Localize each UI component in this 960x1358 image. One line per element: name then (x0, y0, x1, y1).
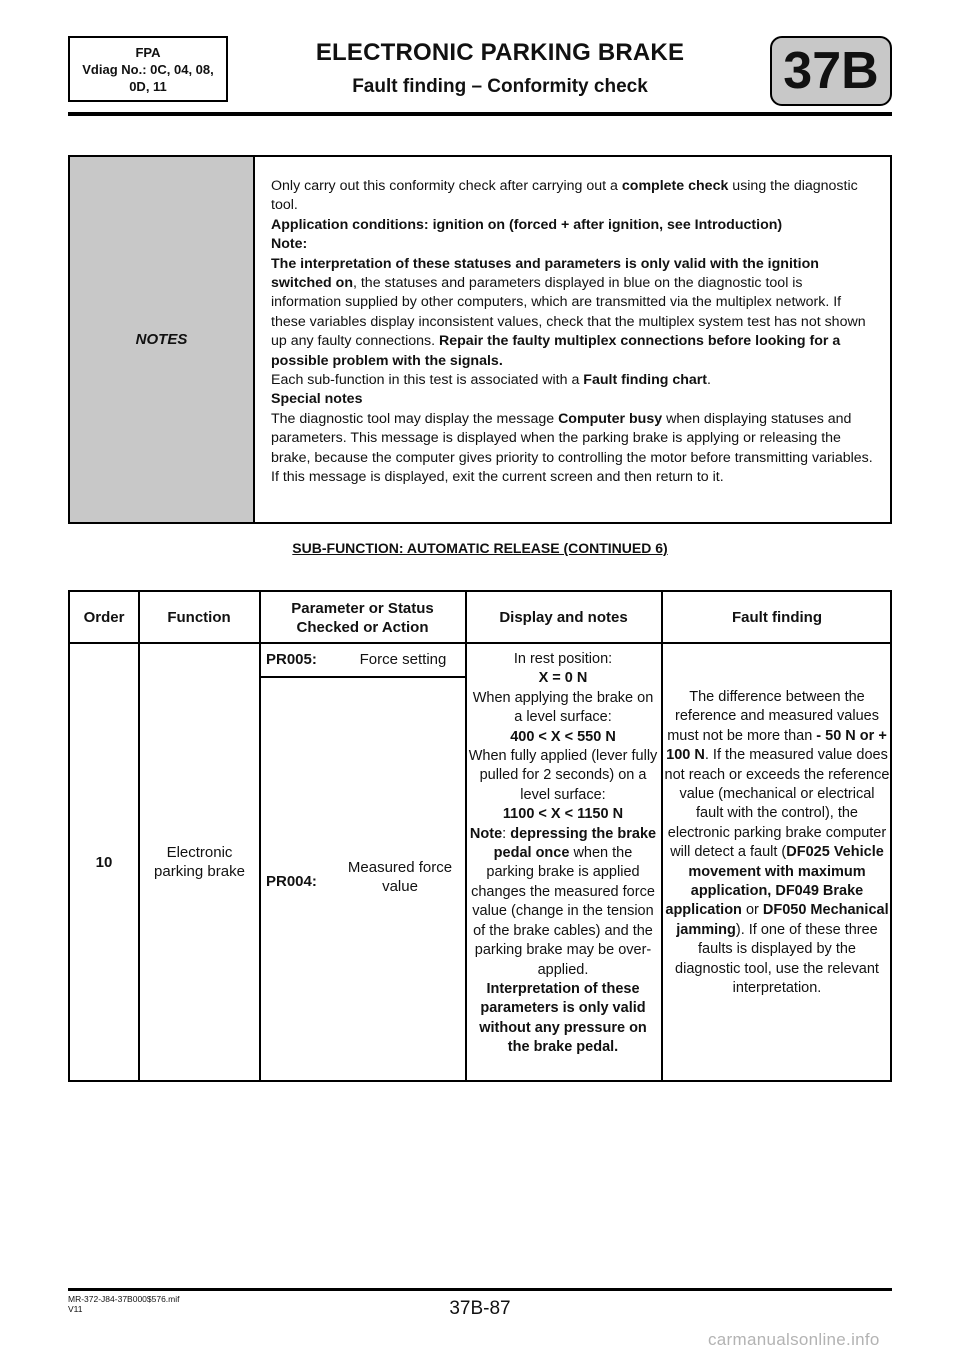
display-emphasis: depressing the brake pedal once (493, 825, 657, 862)
notes-emphasis: The interpretation of these statuses and parameters is only valid with the ignition switched on (271, 255, 819, 292)
header-display: Display and notes (499, 609, 628, 626)
section-code-badge: 37B (770, 36, 892, 106)
document-reference (68, 1294, 180, 1314)
notes-paragraph-7 (271, 410, 876, 488)
display-line: When applying the brake on a level surface: (472, 689, 654, 726)
pr004-code (266, 872, 317, 892)
header-parameter (260, 592, 465, 643)
row-order: 10 (95, 853, 113, 871)
row-function (139, 644, 260, 1080)
reference-file: MR-372-J84-37B000$576.mif (68, 1294, 180, 1304)
header-function: Function (167, 609, 231, 626)
notes-emphasis: complete check (621, 178, 729, 194)
notes-label: NOTES (70, 157, 255, 522)
section-heading: SUB-FUNCTION: AUTOMATIC RELEASE (CONTINUED 6) (292, 540, 668, 556)
page-title: ELECTRONIC PARKING BRAKE (315, 39, 685, 66)
vdiag-line-2: 0D, 11 (129, 78, 167, 94)
page-subtitle: Fault finding – Conformity check (352, 76, 648, 97)
notes-body (255, 157, 890, 522)
display-line: When fully applied (lever fully pulled for 2 seconds) on a level surface: (468, 748, 658, 803)
notes-text: when displaying statuses and parameters. This message is displayed when the parking brake is applying or releasing the brake, because the computer gives priority to controlling the motor before transmitting variables. If this message is displayed, exit the current screen and then return to it. (271, 410, 873, 486)
notes-emphasis: Computer busy (558, 410, 663, 427)
display-warning: Interpretation of these parameters is only valid without any pressure on the brake pedal. (479, 980, 647, 1056)
fault-text: . If the measured value does not reach or exceeds the reference value (mechanical or electrical fault with the control), the electronic parking brake computer will detect a fault ( (664, 747, 890, 861)
title-block (236, 38, 764, 100)
function-line: parking brake (154, 863, 245, 880)
header-parameter-line: Checked or Action (296, 618, 429, 636)
header-parameter-line: Parameter or Status (291, 599, 434, 617)
notes-text: Each sub-function in this test is associated with a (271, 372, 584, 389)
pr004-label (338, 858, 462, 896)
fault-text: The difference between the reference and measured values must not be more than (667, 689, 879, 744)
notes-text: Only carry out this conformity check after carrying out a (271, 178, 622, 194)
vdiag-line: Vdiag No.: 0C, 04, 08, (82, 61, 214, 77)
display-note (468, 825, 658, 980)
header-order: Order (83, 609, 125, 626)
vdiag-box (68, 36, 228, 102)
notes-emphasis: Repair the faulty multiplex connections before looking for a possible problem with the signals. (271, 333, 841, 369)
notes-text: using the diagnostic tool. (271, 178, 858, 214)
param-code: PR005: (266, 651, 317, 668)
pr004-label-line: value (382, 878, 418, 895)
notes-paragraph-5 (271, 371, 876, 390)
param-code: PR004: (266, 873, 317, 890)
pr005-code (266, 650, 317, 670)
param-divider (259, 676, 465, 678)
display-text: when the parking brake is applied changes the measured force value (change in the tension of the brake cables) and the parking brake may be over-applied. (471, 845, 655, 978)
notes-text: , the statuses and parameters displayed in blue on the diagnostic tool is information supplied by other computers, which are transmitted via the multiplex network. If these variables display inconsistent values, check that the multiplex system test has not shown up any faulty connections. (271, 275, 866, 350)
footer-rule (68, 1288, 892, 1291)
notes-paragraph-4 (271, 255, 876, 371)
column-divider (465, 592, 467, 1080)
notes-emphasis: Fault finding chart (583, 372, 708, 389)
special-notes-heading: Special notes (271, 391, 363, 408)
notes-paragraph-2 (271, 216, 876, 235)
fault-text: or (741, 902, 763, 919)
fpa-label: FPA (135, 44, 161, 60)
header-rule (68, 112, 892, 116)
display-notes-cell (468, 650, 658, 1058)
application-conditions: Application conditions: ignition on (forced + after ignition, see Introduction) (271, 216, 783, 233)
pr004-label-line: Measured force (347, 859, 453, 876)
notes-paragraph-3 (271, 235, 876, 254)
notes-paragraph-1 (271, 177, 876, 216)
page-number: 37B-87 (449, 1298, 511, 1319)
notes-text: The diagnostic tool may display the message (271, 410, 559, 427)
display-value: X = 0 N (538, 670, 588, 687)
note-heading: Note: (271, 236, 308, 253)
watermark: carmanualsonline.info (708, 1330, 880, 1349)
reference-version: V11 (68, 1304, 83, 1314)
conformity-table (68, 590, 892, 1082)
display-text: : (502, 825, 511, 842)
display-value: 1100 < X < 1150 N (502, 806, 624, 823)
notes-box (68, 155, 892, 524)
header-fault: Fault finding (732, 609, 822, 626)
fault-codes: DF025 Vehicle movement with maximum application, DF049 Brake application (665, 844, 884, 919)
fault-emphasis: - 50 N or + 100 N (666, 727, 887, 764)
display-line: In rest position: (513, 651, 613, 667)
fault-finding-cell (664, 688, 890, 999)
notes-text: . (707, 372, 711, 389)
notes-paragraph-6 (271, 390, 876, 409)
fault-codes: DF050 Mechanical jamming (676, 902, 889, 938)
display-note-label: Note (469, 825, 503, 842)
column-divider (661, 592, 663, 1080)
display-value: 400 < X < 550 N (510, 728, 616, 745)
function-line: Electronic (166, 844, 233, 861)
pr005-label: Force setting (359, 651, 447, 668)
fault-text: ). If one of these three faults is displayed by the diagnostic tool, use the relevant interpretation. (675, 921, 879, 997)
